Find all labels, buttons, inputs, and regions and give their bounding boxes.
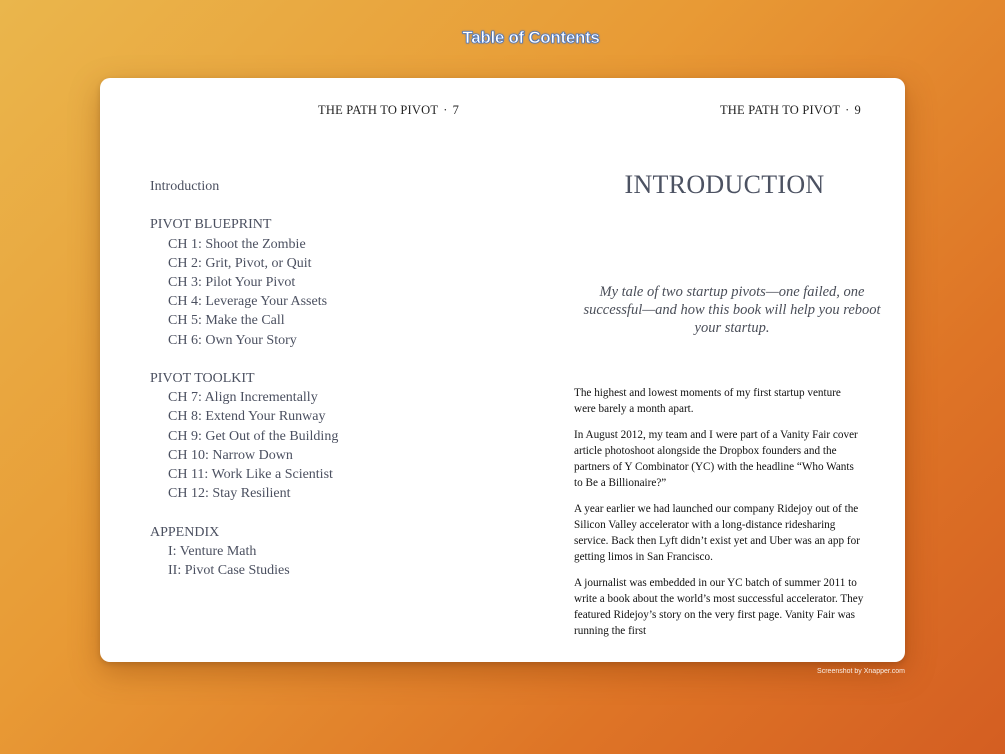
toc-item-ch10[interactable]: CH 10: Narrow Down [168, 447, 293, 463]
chapter-body [574, 385, 864, 649]
chapter-subtitle: My tale of two startup pivots—one failed, one successful—and how this book will help you reboot your startup. [583, 284, 881, 336]
body-paragraph: In August 2012, my team and I were part of a Vanity Fair cover article photoshoot alongside the Dropbox founders and the partners of Y Combinator (YC) with the headline “Who Wants to Be a Billionaire?” [574, 428, 858, 490]
watermark: Screenshot by Xnapper.com [817, 668, 905, 675]
toc-item-ch2[interactable]: CH 2: Grit, Pivot, or Quit [168, 255, 312, 271]
toc-item-ch3[interactable]: CH 3: Pilot Your Pivot [168, 275, 296, 290]
running-head-right [720, 103, 861, 118]
toc-item-ch1[interactable]: CH 1: Shoot the Zombie [168, 236, 306, 252]
book-spread [100, 78, 905, 662]
running-head-separator: · [845, 103, 850, 117]
body-paragraph: The highest and lowest moments of my first startup venture were barely a month apart. [574, 387, 841, 416]
caption-title: Table of Contents [462, 28, 600, 47]
toc-item-appendix-2[interactable]: II: Pivot Case Studies [168, 563, 290, 579]
toc-item-ch12[interactable]: CH 12: Stay Resilient [168, 486, 291, 502]
running-head-left [318, 103, 459, 118]
running-head-title: THE PATH TO PIVOT [318, 103, 439, 117]
toc-item-appendix-1[interactable]: I: Venture Math [168, 543, 257, 559]
body-paragraph: A year earlier we had launched our company Ridejoy out of the Silicon Valley accelerator with a long-distance ridesharing service. Back then Lyft didn’t exist yet and Uber was an app for getting limos in San Francisco. [574, 502, 860, 564]
toc-item-ch7[interactable]: CH 7: Align Incrementally [168, 390, 318, 406]
running-head-separator: · [443, 103, 448, 117]
body-paragraph: A journalist was embedded in our YC batch of summer 2011 to write a book about the world’s most successful accelerator. They featured Ridejoy’s story on the very first page. Vanity Fair was running the first [574, 576, 864, 638]
table-of-contents [150, 177, 338, 580]
chapter-title: INTRODUCTION [624, 170, 825, 199]
page-number: 9 [854, 103, 861, 117]
toc-item-ch5[interactable]: CH 5: Make the Call [168, 313, 285, 329]
running-head-title: THE PATH TO PIVOT [719, 103, 841, 117]
toc-item-ch4[interactable]: CH 4: Leverage Your Assets [168, 294, 328, 310]
toc-item-ch8[interactable]: CH 8: Extend Your Runway [168, 409, 326, 425]
toc-item-ch11[interactable]: CH 11: Work Like a Scientist [168, 467, 333, 483]
toc-section-heading[interactable]: APPENDIX [150, 524, 220, 540]
toc-item-introduction[interactable]: Introduction [150, 179, 220, 194]
right-page [502, 78, 905, 662]
toc-item-ch9[interactable]: CH 9: Get Out of the Building [168, 428, 339, 444]
toc-item-ch6[interactable]: CH 6: Own Your Story [168, 332, 297, 348]
left-page [100, 78, 502, 662]
toc-section-heading[interactable]: PIVOT BLUEPRINT [150, 217, 272, 233]
page-number: 7 [452, 103, 460, 117]
toc-section-heading[interactable]: PIVOT TOOLKIT [150, 371, 255, 386]
